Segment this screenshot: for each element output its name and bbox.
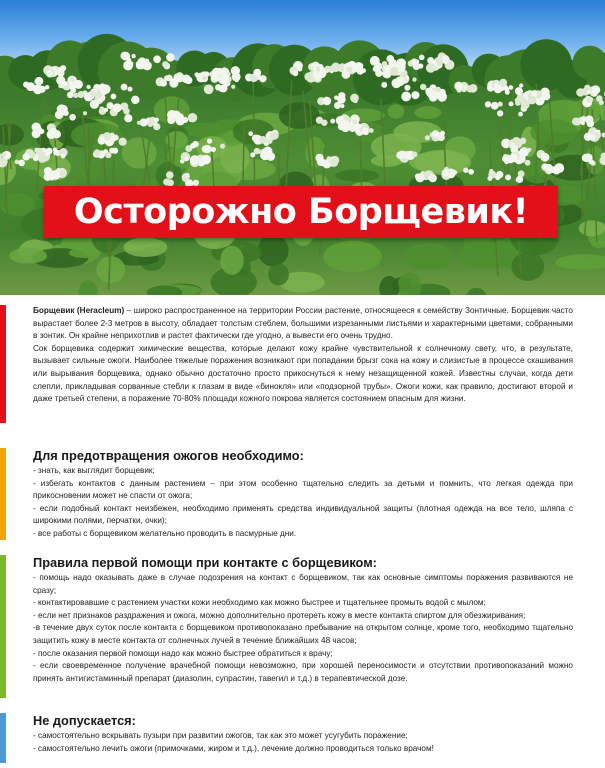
forbidden-color-bar bbox=[0, 713, 6, 763]
warning-banner bbox=[44, 186, 558, 238]
list-item: - контактировавшие с растением участки кожи необходимо как можно быстрее и тщательнее промыть водой с мылом; bbox=[33, 598, 486, 608]
list-item: - избегать контактов с данным растением – при этом особенно тщательно следить за детьми и помнить, что легкая одежда при прикосновении может не спасти от ожога; bbox=[33, 478, 573, 501]
list-item: - самостоятельно вскрывать пузыри при развитии ожогов, так как это может усугубить поражение; bbox=[33, 731, 408, 740]
list-item: - если своевременное получение врачебной помощи невозможно, при хорошей переносимости и отсутствии противопоказаний можно принять антигистаминный препарат (диазолин, супрастин, тавегил и т.д.) в терапевтической дозе. bbox=[33, 661, 573, 683]
intro-text-1: – широко распространенное на территории России растение, относящееся к семейству Зонтичные. Борщевик часто вырастает более 2-3 метров в высоту, обладает толстым стеблем, большими изрезанными листьями и характерными цветами, собранными в зонтик. Он крайне неприхотлив и растет фактически где угодно, а вывести его очень трудно. bbox=[33, 306, 573, 341]
list-item: - самостоятельно лечить ожоги (примочками, жиром и т.д.), лечение должно проводиться только врачом! bbox=[33, 743, 434, 753]
list-item: - если подобный контакт неизбежен, необходимо применять средства индивидуальной защиты (плотная одежда на все тело, шляпа с широкими полями, перчатки, очки); bbox=[33, 503, 573, 526]
hogweed-field-illustration bbox=[0, 0, 605, 295]
intro-paragraph-1 bbox=[33, 305, 573, 343]
intro-section bbox=[0, 305, 605, 435]
list-item: -в течение двух суток после контакта с борщевиком противопоказано пребывание на открытом солнце, кроме того, необходимо тщательно защитить кожу в месте контакта от солнечных лучей в течение ближайших 48 часов; bbox=[33, 623, 573, 645]
hero-photo bbox=[0, 0, 605, 295]
banner-title: Осторожно Борщевик! bbox=[73, 192, 529, 232]
prevention-section bbox=[0, 448, 605, 548]
intro-color-bar bbox=[0, 305, 6, 423]
list-item: - после оказания первой помощи надо как можно быстрее обратиться к врачу; bbox=[33, 648, 333, 658]
intro-paragraph-2: Сок борщевика содержит химические вещества, которые делают кожу крайне чувствительной к солнечному свету, что, в результате, вызывает сильные ожоги. Наиболее тяжелые поражения возникают при попадании брызг сока на кожу и слизистые в процессе скашивания или вырывания борщевика, однако обычно достаточно просто прикоснуться к нему незащищенной кожей. Известны случаи, когда дети слепли, прикладывая сорванные стебли к глазам в виде «бинокля» или «подзорной трубы». Ожоги кожи, как правило, достигают второй и даже третьей степени, а поражение 70-80% площади кожного покрова является состоянием опасным для жизни. bbox=[33, 343, 573, 404]
forbidden-section bbox=[0, 713, 605, 765]
forbidden-heading: Не допускается: bbox=[33, 713, 136, 728]
first-aid-section bbox=[0, 555, 605, 705]
first-aid-color-bar bbox=[0, 555, 6, 698]
list-item: - если нет признаков раздражения и ожога, можно дополнительно протереть кожу в месте контакта спиртом для обезжиривания; bbox=[33, 610, 526, 620]
list-item: - знать, как выглядит борщевик; bbox=[33, 466, 155, 475]
list-item: - все работы с борщевиком желательно проводить в пасмурные дни. bbox=[33, 528, 297, 538]
first-aid-heading: Правила первой помощи при контакте с борщевиком: bbox=[33, 555, 377, 570]
plant-name: Борщевик (Heracleum) bbox=[33, 306, 125, 315]
prevention-color-bar bbox=[0, 448, 6, 540]
prevention-heading: Для предотвращения ожогов необходимо: bbox=[33, 448, 304, 463]
list-item: - помощь надо оказывать даже в случае подозрения на контакт с борщевиком, так как основные симптомы поражения развиваются не сразу; bbox=[33, 573, 573, 595]
